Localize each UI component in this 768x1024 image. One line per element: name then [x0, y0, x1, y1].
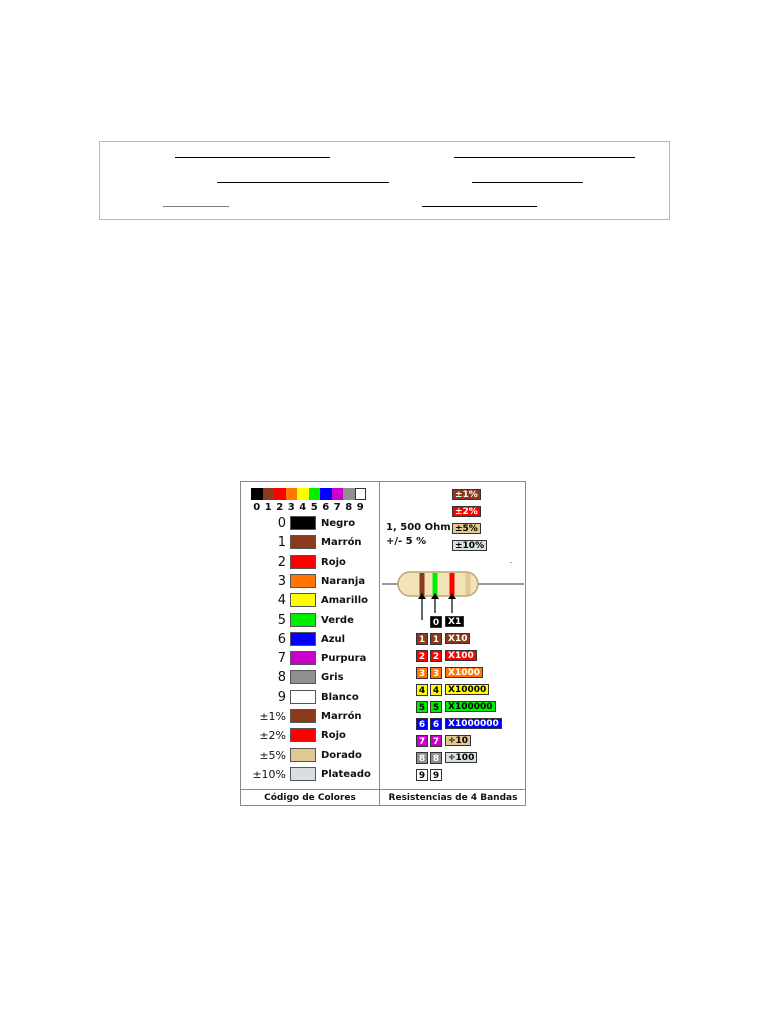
link-line[interactable] [175, 157, 330, 158]
color-strip-cell [286, 488, 298, 500]
band-digit-chip: 6 [416, 718, 428, 730]
legend-color-name: Plateado [321, 768, 371, 780]
legend-row [241, 688, 379, 707]
band-digit-chip: 1 [416, 633, 428, 645]
legend-color-name: Gris [321, 672, 344, 684]
multiplier-tag: X1000 [445, 667, 483, 678]
band-digit-chip: 4 [430, 684, 442, 696]
link-line[interactable] [217, 182, 389, 183]
legend-key: 5 [277, 612, 286, 628]
band-digit-chip: 7 [430, 735, 442, 747]
link-line[interactable] [163, 206, 229, 207]
legend-key: 6 [277, 631, 286, 647]
legend-key: 9 [277, 689, 286, 705]
legend-color-name: Marrón [321, 537, 362, 549]
color-strip-cell [320, 488, 332, 500]
legend-key: 4 [277, 593, 286, 609]
legend-color-name: Azul [321, 633, 346, 645]
legend-row [241, 746, 379, 765]
color-strip-cell [297, 488, 309, 500]
color-strip-digit: 1 [264, 502, 272, 513]
tolerance-tag: ±1% [452, 489, 481, 500]
color-strip-digit: 2 [276, 502, 284, 513]
color-strip-cell [309, 488, 321, 500]
band-digit-chip: 1 [430, 633, 442, 645]
tolerance-tag: ±5% [452, 523, 481, 534]
tolerance-tag: ±2% [452, 506, 481, 517]
color-strip-cell [274, 488, 286, 500]
band-digit-chip: 6 [430, 718, 442, 730]
legend-swatch [290, 516, 316, 530]
legend-swatch [290, 535, 316, 549]
band-digit-chip: 5 [416, 701, 428, 713]
band-digit-chip: 9 [416, 769, 428, 781]
legend-swatch [290, 613, 316, 627]
legend-swatch [290, 690, 316, 704]
legend-key: 7 [277, 651, 286, 667]
band-digit-chip: 0 [430, 616, 442, 628]
legend-color-name: Purpura [321, 653, 367, 665]
legend-swatch [290, 767, 316, 781]
legend-swatch [290, 748, 316, 762]
legend-row [241, 649, 379, 668]
multiplier-tag: X100 [445, 650, 477, 661]
legend-row [241, 765, 379, 784]
resistor-color-code-figure [240, 481, 526, 806]
legend-color-name: Amarillo [321, 595, 368, 607]
color-strip-cell [332, 488, 344, 500]
legend-color-name: Blanco [321, 691, 359, 703]
multiplier-tag: X10 [445, 633, 470, 644]
ohm-tolerance: +/- 5 % [386, 536, 427, 547]
band-digit-chip: 3 [416, 667, 428, 679]
legend-color-name: Marrón [321, 711, 362, 722]
resistor-band [450, 573, 455, 595]
legend-row [241, 668, 379, 687]
color-strip-digits [251, 502, 371, 514]
legend-row [241, 591, 379, 610]
legend-row [241, 707, 379, 726]
legend-swatch [290, 555, 316, 569]
band-digit-chip: 8 [430, 752, 442, 764]
resistor-band [433, 573, 438, 595]
legend-key: ±2% [259, 729, 286, 743]
legend-swatch [290, 593, 316, 607]
footer-right-caption: Resistencias de 4 Bandas [388, 793, 518, 803]
legend-key: 2 [277, 554, 286, 570]
legend-row [241, 533, 379, 552]
legend-row [241, 553, 379, 572]
band-digit-chip: 9 [430, 769, 442, 781]
legend-color-name: Rojo [321, 556, 346, 568]
figure-divider [379, 482, 380, 805]
color-strip-digit: 7 [333, 502, 341, 513]
band-digit-chip: 2 [430, 650, 442, 662]
color-strip [251, 488, 366, 500]
band-digit-chip: 8 [416, 752, 428, 764]
legend-key: 0 [277, 516, 286, 531]
color-strip-digit: 4 [299, 502, 307, 513]
footer-left-caption: Código de Colores [264, 793, 356, 803]
tolerance-tag: ±10% [452, 540, 487, 551]
legend-key: 8 [277, 670, 286, 686]
multiplier-tag: ÷10 [445, 735, 471, 746]
legend-row [241, 630, 379, 649]
figure-footer-divider [241, 789, 525, 790]
resistor-band [466, 573, 471, 595]
band-digit-chip: 2 [416, 650, 428, 662]
band-digit-chip: 5 [430, 701, 442, 713]
legend-color-name: Rojo [321, 730, 346, 742]
legend-color-name: Naranja [321, 575, 366, 587]
link-line[interactable] [472, 182, 583, 183]
legend-row [241, 514, 379, 533]
multiplier-tag: X1 [445, 616, 464, 627]
legend-swatch [290, 632, 316, 646]
legend-row [241, 726, 379, 745]
legend-key: 1 [277, 535, 286, 551]
legend-color-name: Verde [321, 614, 354, 626]
legend-row [241, 572, 379, 591]
link-line[interactable] [454, 157, 635, 158]
multiplier-tag: X1000000 [445, 718, 502, 729]
legend-swatch [290, 728, 316, 742]
legend-swatch [290, 651, 316, 665]
legend-key: ±5% [259, 748, 286, 762]
color-strip-digit: 6 [322, 502, 330, 513]
multiplier-tag: X10000 [445, 684, 489, 695]
ohm-value: 1, 500 Ohm [386, 522, 451, 533]
color-strip-digit: 5 [310, 502, 318, 513]
legend-key: ±1% [259, 710, 286, 723]
color-strip-cell [251, 488, 263, 500]
legend-row [241, 611, 379, 630]
legend-color-name: Negro [321, 518, 356, 529]
link-line[interactable] [422, 206, 537, 207]
multiplier-tag: X100000 [445, 701, 496, 712]
color-strip-digit: 3 [287, 502, 295, 513]
legend-key: 3 [277, 573, 286, 589]
color-strip-cell [263, 488, 275, 500]
band-digit-chip: 3 [430, 667, 442, 679]
color-strip-cell [343, 488, 355, 500]
multiplier-tag: ÷100 [445, 752, 477, 763]
legend-key: ±10% [252, 767, 286, 781]
legend-swatch [290, 670, 316, 684]
color-strip-digit: 8 [345, 502, 353, 513]
color-strip-digit: 0 [253, 502, 261, 513]
legend-swatch [290, 709, 316, 723]
band-digit-chip: 7 [416, 735, 428, 747]
legend-swatch [290, 574, 316, 588]
link-box [99, 141, 670, 220]
legend-color-name: Dorado [321, 749, 362, 761]
ohm-example-label [386, 521, 451, 549]
color-strip-cell [355, 488, 367, 500]
color-strip-digit: 9 [356, 502, 364, 513]
resistor-band [420, 573, 425, 595]
band-digit-chip: 4 [416, 684, 428, 696]
